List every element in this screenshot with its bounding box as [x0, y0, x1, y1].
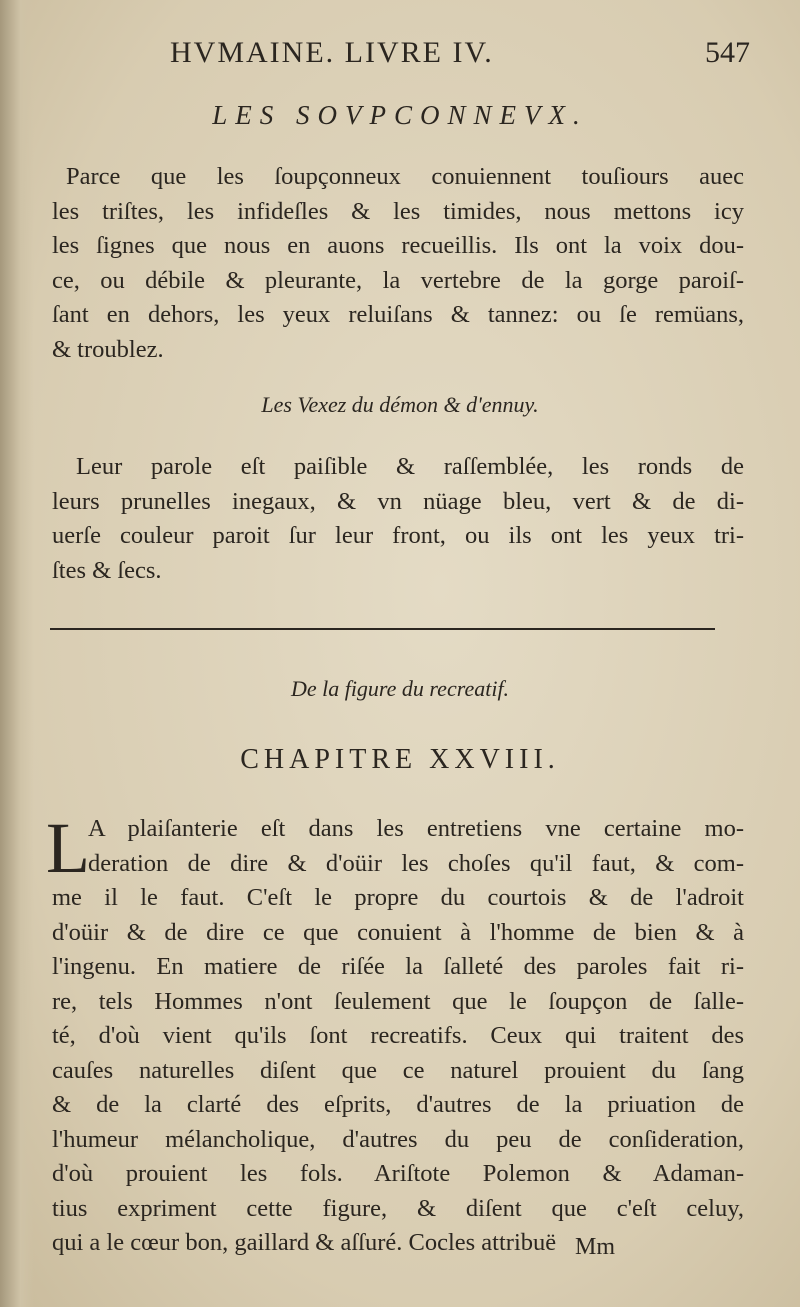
text-line: té, d'où vient qu'ils ſont recreatifs. Ceux qui traitent des — [52, 1022, 744, 1049]
text-line: d'oüir & de dire ce que conuient à l'homme de bien & à — [52, 918, 744, 946]
text-line: d'où prouient les fols. Ariſtote Polemon & Adaman- — [52, 1160, 744, 1187]
paragraph-vexed — [52, 450, 744, 588]
chapter-heading: CHAPITRE XXVIII. — [240, 744, 560, 775]
text-line: Leur parole eſt paiſible & raſſemblée, les ronds de — [76, 453, 744, 480]
text-line: A plaiſanterie eſt dans les entretiens vne certaine mo- — [88, 815, 744, 842]
text-line: Parce que les ſoupçonneux conuiennent touſiours auec — [66, 163, 744, 190]
text-line: les ſignes que nous en auons recueillis. Ils ont la voix dou- — [52, 232, 744, 259]
paragraph-suspicious — [52, 160, 744, 367]
text-line: tius expriment cette figure, & diſent que c'eſt celuy, — [52, 1194, 744, 1222]
subheading-recreatif: De la figure du recreatif. — [290, 676, 510, 701]
text-line: uerſe couleur paroit ſur leur front, ou ils ont les yeux tri- — [52, 522, 744, 549]
section-title: LES SOVPCONNEVX. — [212, 100, 588, 130]
text-line: me il le faut. C'eſt le propre du courtois & de l'adroit — [52, 884, 744, 911]
subheading-vexed: Les Vexez du démon & d'ennuy. — [261, 392, 539, 417]
text-line: & troublez. — [52, 335, 164, 363]
text-line: les triſtes, les infideſles & les timides, nous mettons icy — [52, 197, 744, 225]
text-line: qui a le cœur bon, gaillard & aſſuré. Cocles attribuë — [52, 1229, 557, 1256]
text-line: deration de dire & d'oüir les choſes qu'il faut, & com- — [88, 849, 744, 877]
page-number: 547 — [705, 36, 750, 69]
running-head: HVMAINE. LIVRE IV. — [170, 36, 494, 69]
text-line: cauſes naturelles diſent que ce naturel prouient du ſang — [52, 1056, 744, 1084]
text-line: l'humeur mélancholique, d'autres du peu de conſideration, — [52, 1125, 744, 1153]
text-line: leurs prunelles inegaux, & vn nüage bleu, vert & de di- — [52, 487, 744, 515]
text-line: & de la clarté des eſprits, d'autres de la priuation de — [52, 1091, 744, 1118]
text-line: re, tels Hommes n'ont ſeulement que le ſoupçon de ſalle- — [52, 987, 744, 1015]
paragraph-chapter — [52, 812, 744, 1261]
section-divider — [50, 628, 715, 630]
page-gutter — [0, 0, 34, 1307]
text-line: ſant en dehors, les yeux reluiſans & tannez: ou ſe remüans, — [52, 301, 744, 328]
catchword: Mm — [575, 1234, 616, 1260]
text-line: ſtes & ſecs. — [52, 556, 162, 584]
text-line: ce, ou débile & pleurante, la vertebre de la gorge paroiſ- — [52, 266, 744, 294]
text-line: l'ingenu. En matiere de riſée la ſalleté des paroles fait ri- — [52, 953, 744, 980]
drop-capital: L — [46, 808, 90, 888]
page-header — [170, 36, 750, 80]
